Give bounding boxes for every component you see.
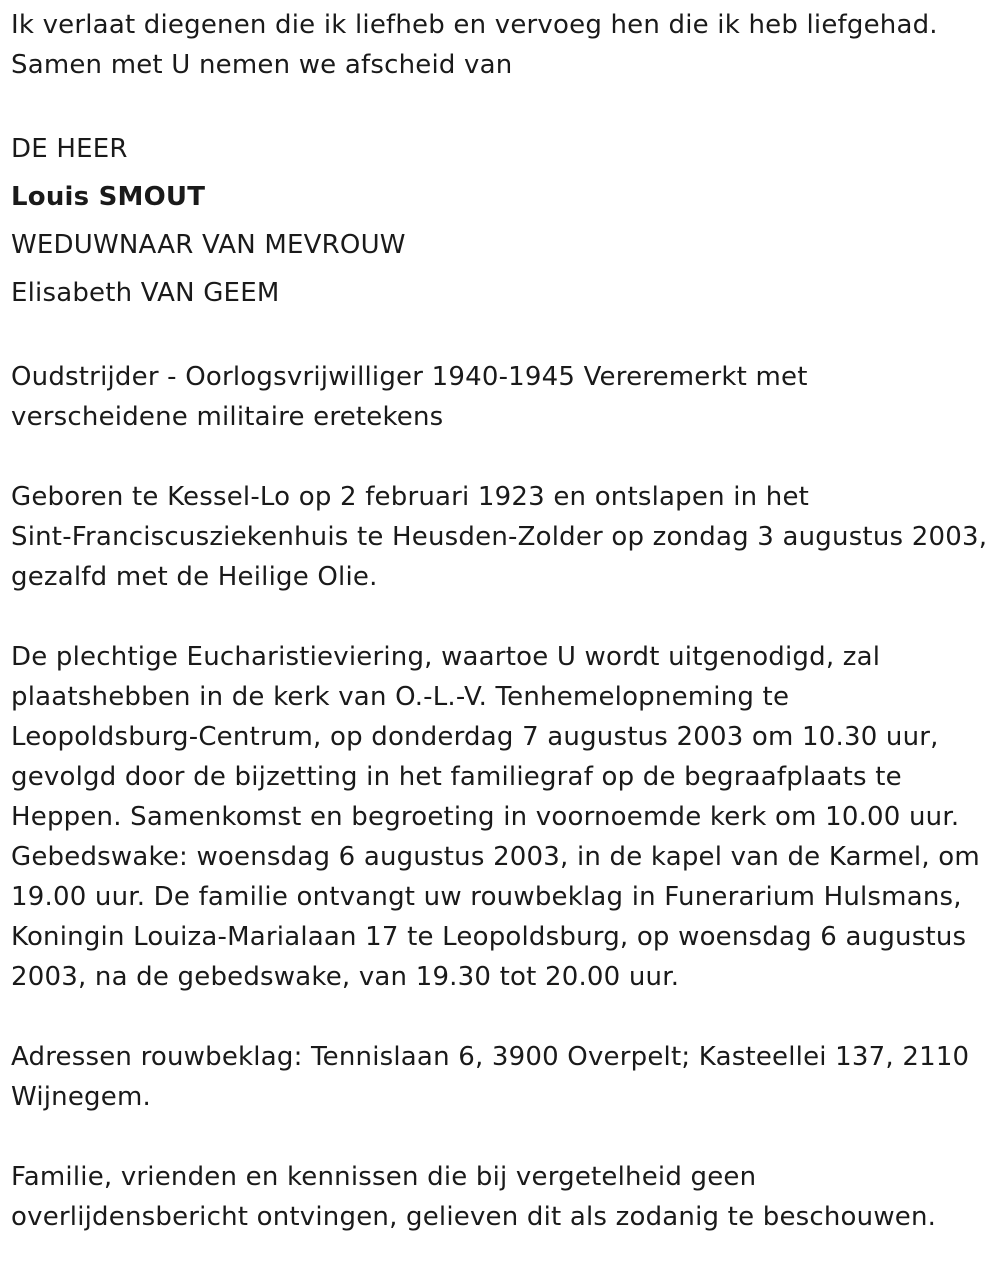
closing-line: Familie, vrienden en kennissen die bij vergetelheid geen [11, 1162, 757, 1192]
closing-line: overlijdensbericht ontvingen, gelieven dit als zodanig te beschouwen. [11, 1202, 937, 1232]
ceremony-line: De plechtige Eucharistieviering, waartoe U wordt uitgenodigd, zal [11, 642, 881, 672]
addresses-paragraph [11, 1037, 996, 1117]
ceremony-line: Koningin Louiza-Marialaan 17 te Leopoldsburg, op woensdag 6 augustus [11, 922, 967, 952]
deceased-relation: WEDUWNAAR VAN MEVROUW [11, 230, 406, 260]
birth-death-line: Sint-Franciscusziekenhuis te Heusden-Zolder op zondag 3 augustus 2003, [11, 522, 988, 552]
addresses-line: Wijnegem. [11, 1082, 151, 1112]
obituary-document [11, 5, 996, 1277]
ceremony-paragraph [11, 637, 996, 997]
ceremony-line: Leopoldsburg-Centrum, op donderdag 7 augustus 2003 om 10.30 uur, [11, 722, 939, 752]
ceremony-line: 19.00 uur. De familie ontvangt uw rouwbeklag in Funerarium Hulsmans, [11, 882, 962, 912]
deceased-name: Louis SMOUT [11, 182, 206, 212]
birth-death-paragraph [11, 477, 996, 597]
ceremony-line: Gebedswake: woensdag 6 augustus 2003, in de kapel van de Karmel, om [11, 842, 980, 872]
ceremony-line: gevolgd door de bijzetting in het familiegraf op de begraafplaats te [11, 762, 902, 792]
honors-line: Oudstrijder - Oorlogsvrijwilliger 1940-1945 Vereremerkt met [11, 362, 808, 392]
birth-death-line: Geboren te Kessel-Lo op 2 februari 1923 en ontslapen in het [11, 482, 810, 512]
intro-line: Samen met U nemen we afscheid van [11, 50, 513, 80]
honors-paragraph [11, 357, 996, 437]
deceased-block [11, 125, 996, 317]
addresses-line: Adressen rouwbeklag: Tennislaan 6, 3900 Overpelt; Kasteellei 137, 2110 [11, 1042, 970, 1072]
intro-paragraph [11, 5, 996, 85]
birth-death-line: gezalfd met de Heilige Olie. [11, 562, 378, 592]
intro-line: Ik verlaat diegenen die ik liefheb en vervoeg hen die ik heb liefgehad. [11, 10, 938, 40]
honors-line: verscheidene militaire eretekens [11, 402, 444, 432]
ceremony-line: Heppen. Samenkomst en begroeting in voornoemde kerk om 10.00 uur. [11, 802, 960, 832]
ceremony-line: 2003, na de gebedswake, van 19.30 tot 20.00 uur. [11, 962, 680, 992]
ceremony-line: plaatshebben in de kerk van O.-L.-V. Tenhemelopneming te [11, 682, 790, 712]
spouse-name: Elisabeth VAN GEEM [11, 278, 280, 308]
closing-paragraph [11, 1157, 996, 1237]
deceased-title: DE HEER [11, 134, 128, 164]
